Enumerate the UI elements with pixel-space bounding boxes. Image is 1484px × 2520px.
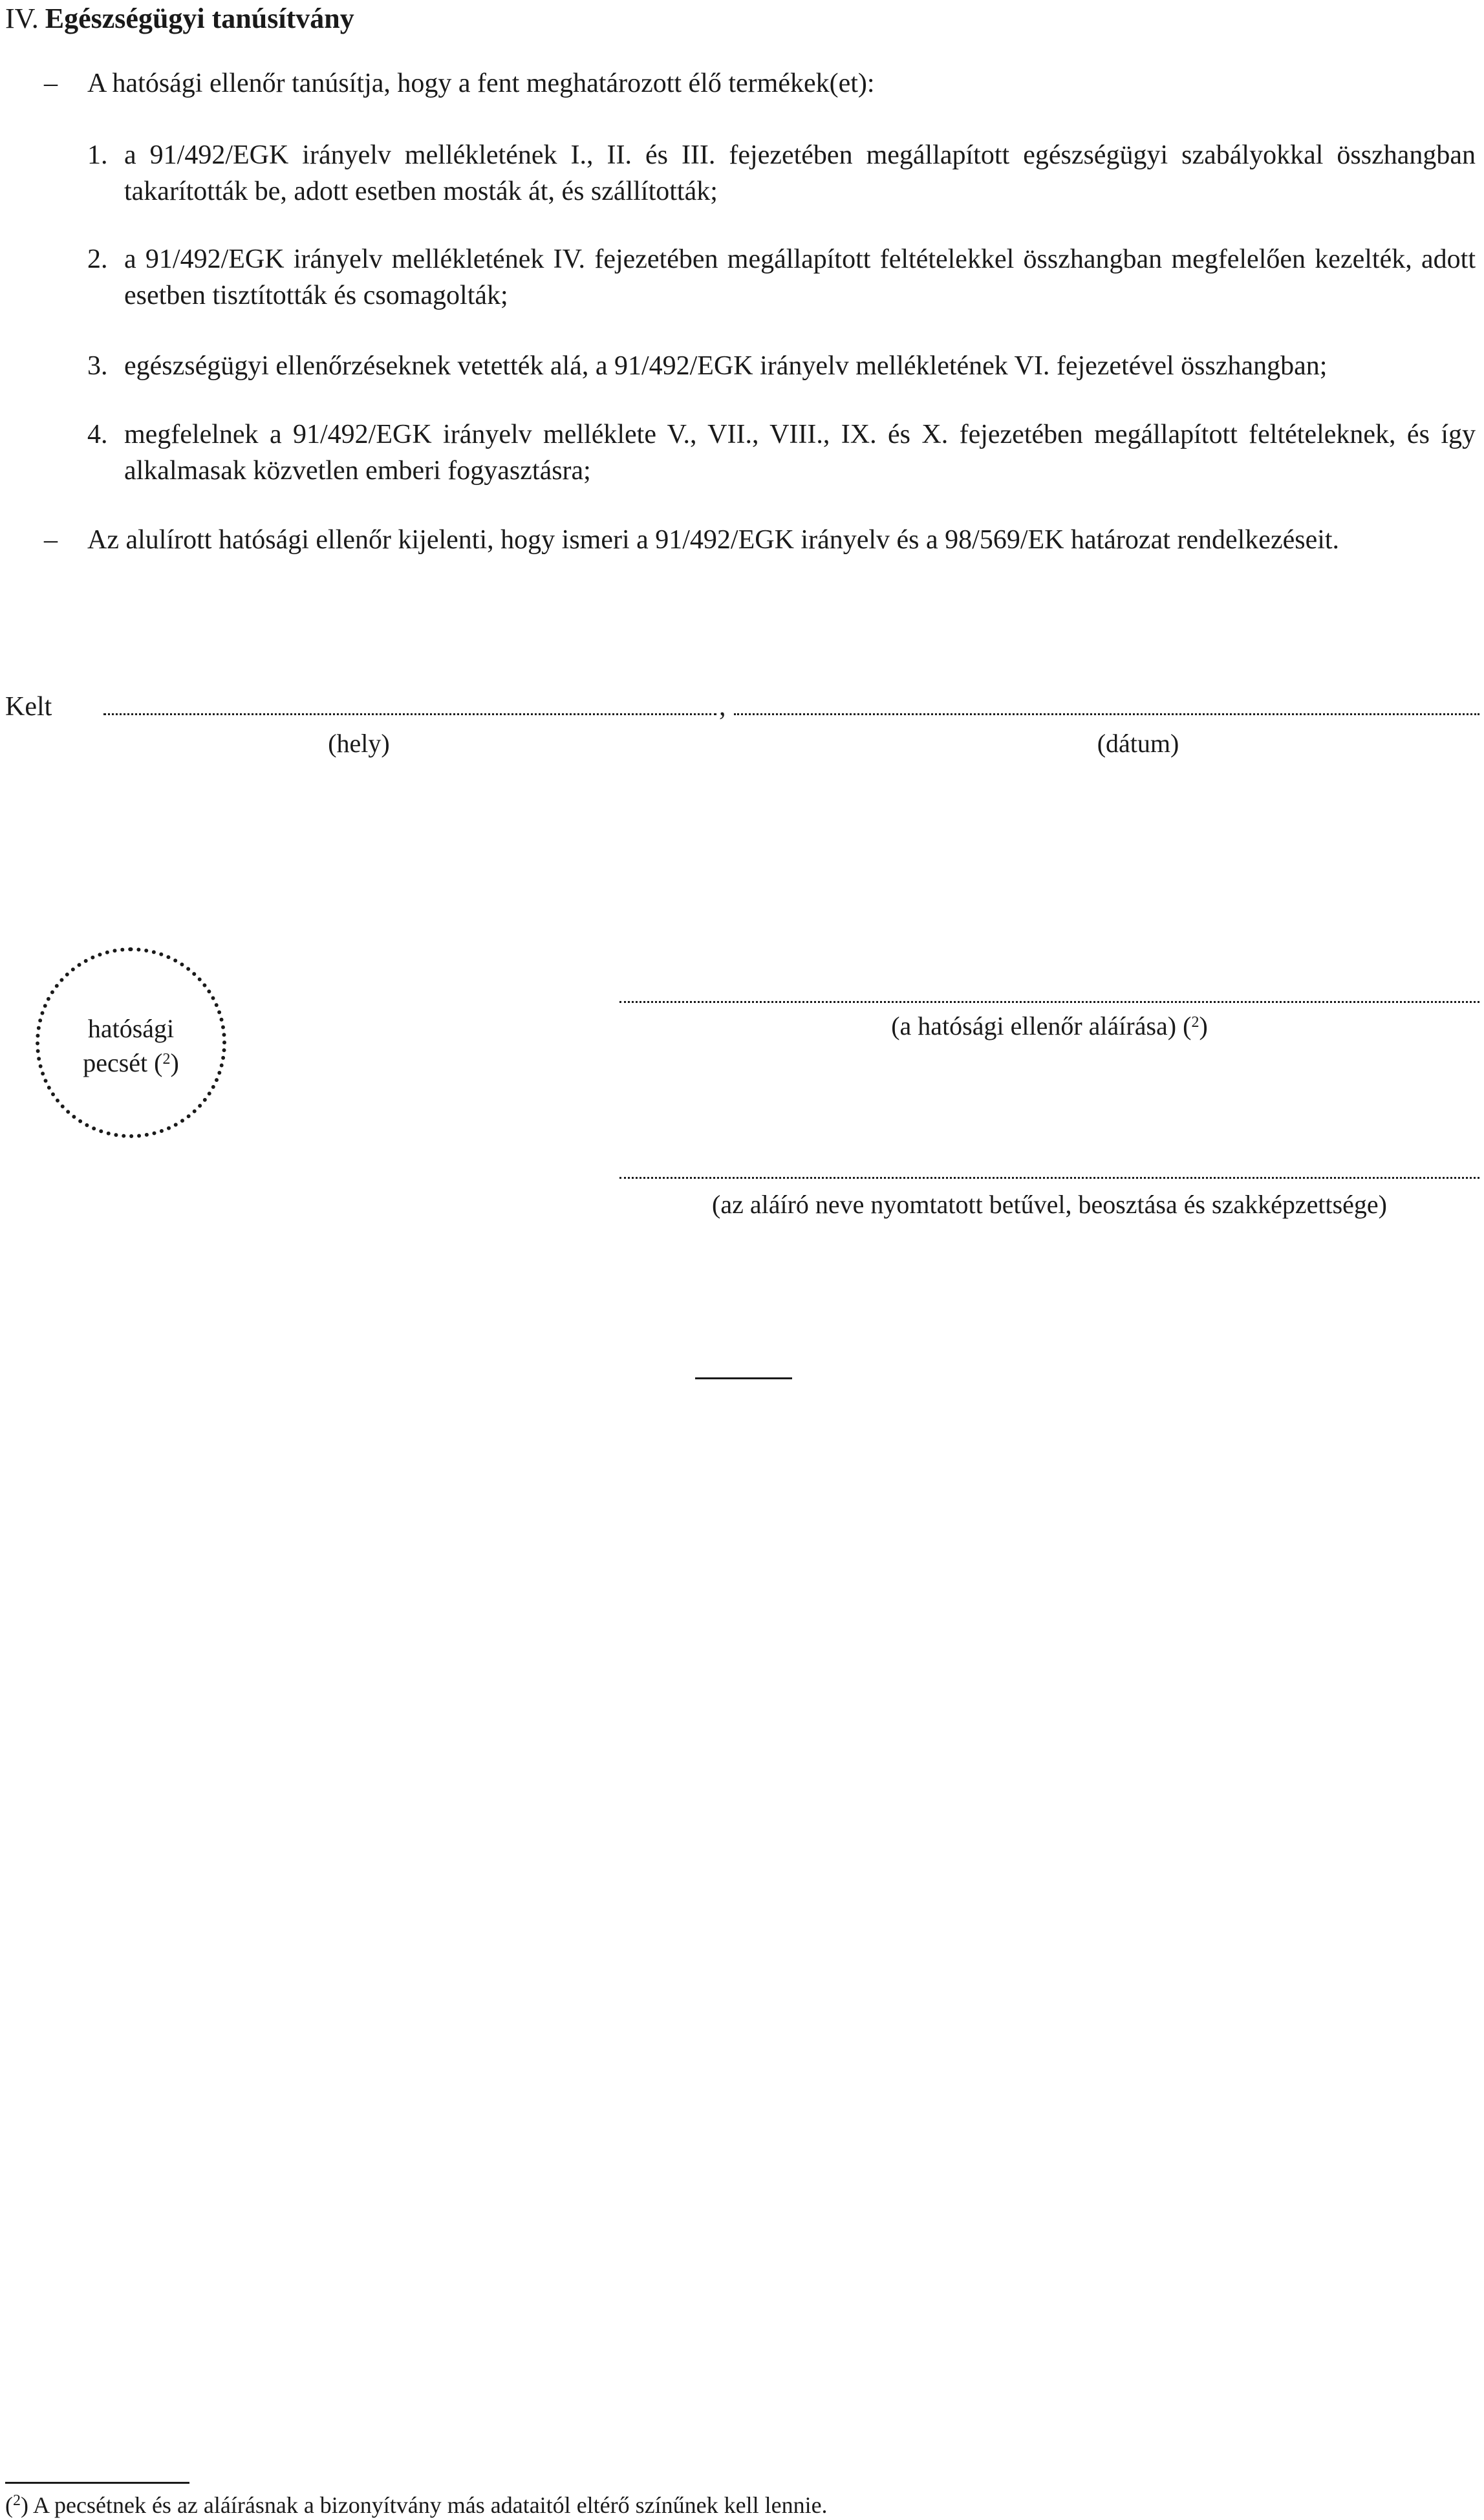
list-item-number: 3. [87,351,108,381]
list-item-text: megfelelnek a 91/492/EGK irányelv melléklete V., VII., VIII., IX. és X. fejezetében megállapított feltételeknek, és így alkalmasak közvetlen emberi fogyasztásra; [124,420,1476,486]
kelt-comma: , [719,692,726,722]
name-dotted-line [619,1177,1479,1179]
signature-dotted-line [619,1001,1479,1003]
date-caption: (dátum) [1097,729,1179,758]
stamp-text-line2: pecsét ($^2$) [83,1048,179,1077]
official-stamp [36,947,226,1138]
section-heading [5,1,354,36]
name-caption: (az aláíró neve nyomtatott betűvel, beosztása és szakképzettsége) [712,1190,1387,1219]
section-number: IV. [5,3,39,34]
list-item-text: egészségügyi ellenőrzéseknek vetették alá, a 91/492/EGK irányelv mellékletének VI. fejezetével összhangban; [124,351,1328,381]
footnote-ref: 2 [13,2492,21,2509]
list-item-number: 1. [87,140,108,170]
declaration-dash: – [44,525,58,555]
intro-text: A hatósági ellenőr tanúsítja, hogy a fent meghatározott élő termékek(et): [87,69,875,98]
stamp-text-line1: hatósági [87,1014,175,1043]
place-caption: (hely) [328,729,390,758]
intro-dash: – [44,69,58,98]
footnote-rule [5,2482,189,2484]
section-separator [695,1377,792,1379]
list-item-text: a 91/492/EGK irányelv mellékletének I., II. és III. fejezetében megállapított egészségügyi szabályokkal összhangban takarították be, adott esetben mosták át, és szállították; [124,140,1476,206]
list-item-text: a 91/492/EGK irányelv mellékletének IV. fejezetében megállapított feltételekkel összhangban megfelelően kezelték, adott esetben tisztították és csomagolták; [124,244,1476,310]
declaration-text: Az alulírott hatósági ellenőr kijelenti, hogy ismeri a 91/492/EGK irányelv és a 98/569/EK határozat rendelkezéseit. [87,525,1340,555]
date-dotted-line [734,713,1479,715]
kelt-label: Kelt [5,692,52,722]
signature-caption: (a hatósági ellenőr aláírása) ($^2$) [891,1011,1208,1040]
list-item-number: 2. [87,244,108,274]
list-item-number: 4. [87,420,108,449]
section-title: Egészségügyi tanúsítvány [45,3,354,34]
footnote: ($^2$) A pecsétnek és az aláírásnak a bizonyítvány más adataitól eltérő színűnek kell lennie. [5,2492,828,2518]
footnote-text: A pecsétnek és az aláírásnak a bizonyítvány más adataitól eltérő színűnek kell lennie. [28,2492,828,2518]
place-dotted-line [103,713,716,715]
